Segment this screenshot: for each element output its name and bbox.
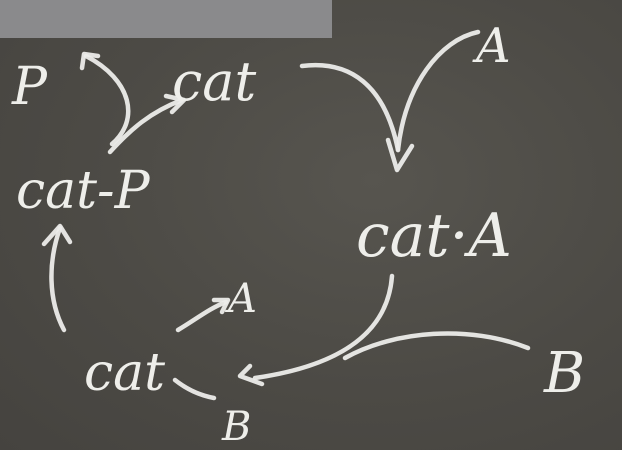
arrow-cat-a-to-cat [255, 276, 392, 378]
label-p: P [12, 57, 47, 117]
label-b-right: B [544, 341, 586, 406]
arrow-release-a [178, 302, 226, 330]
arrowhead-cat-bottom [240, 366, 262, 384]
arrow-cat-to-cat-p [51, 228, 64, 330]
arrow-release-b [175, 380, 214, 398]
label-cat-p: cat-P [16, 161, 150, 221]
label-a-top: A [476, 18, 511, 74]
arrow-a-joins [398, 32, 478, 150]
arrow-release-p [86, 56, 128, 144]
arrow-cat-to-cat-a [302, 65, 398, 150]
label-cat-a: cat·A [356, 201, 512, 271]
label-cat-bottom: cat [84, 343, 166, 403]
label-b-bottom: B [222, 404, 252, 450]
label-cat-top: cat [172, 50, 257, 113]
label-a-bottom: A [228, 276, 257, 322]
arrow-b-joins [345, 333, 528, 358]
